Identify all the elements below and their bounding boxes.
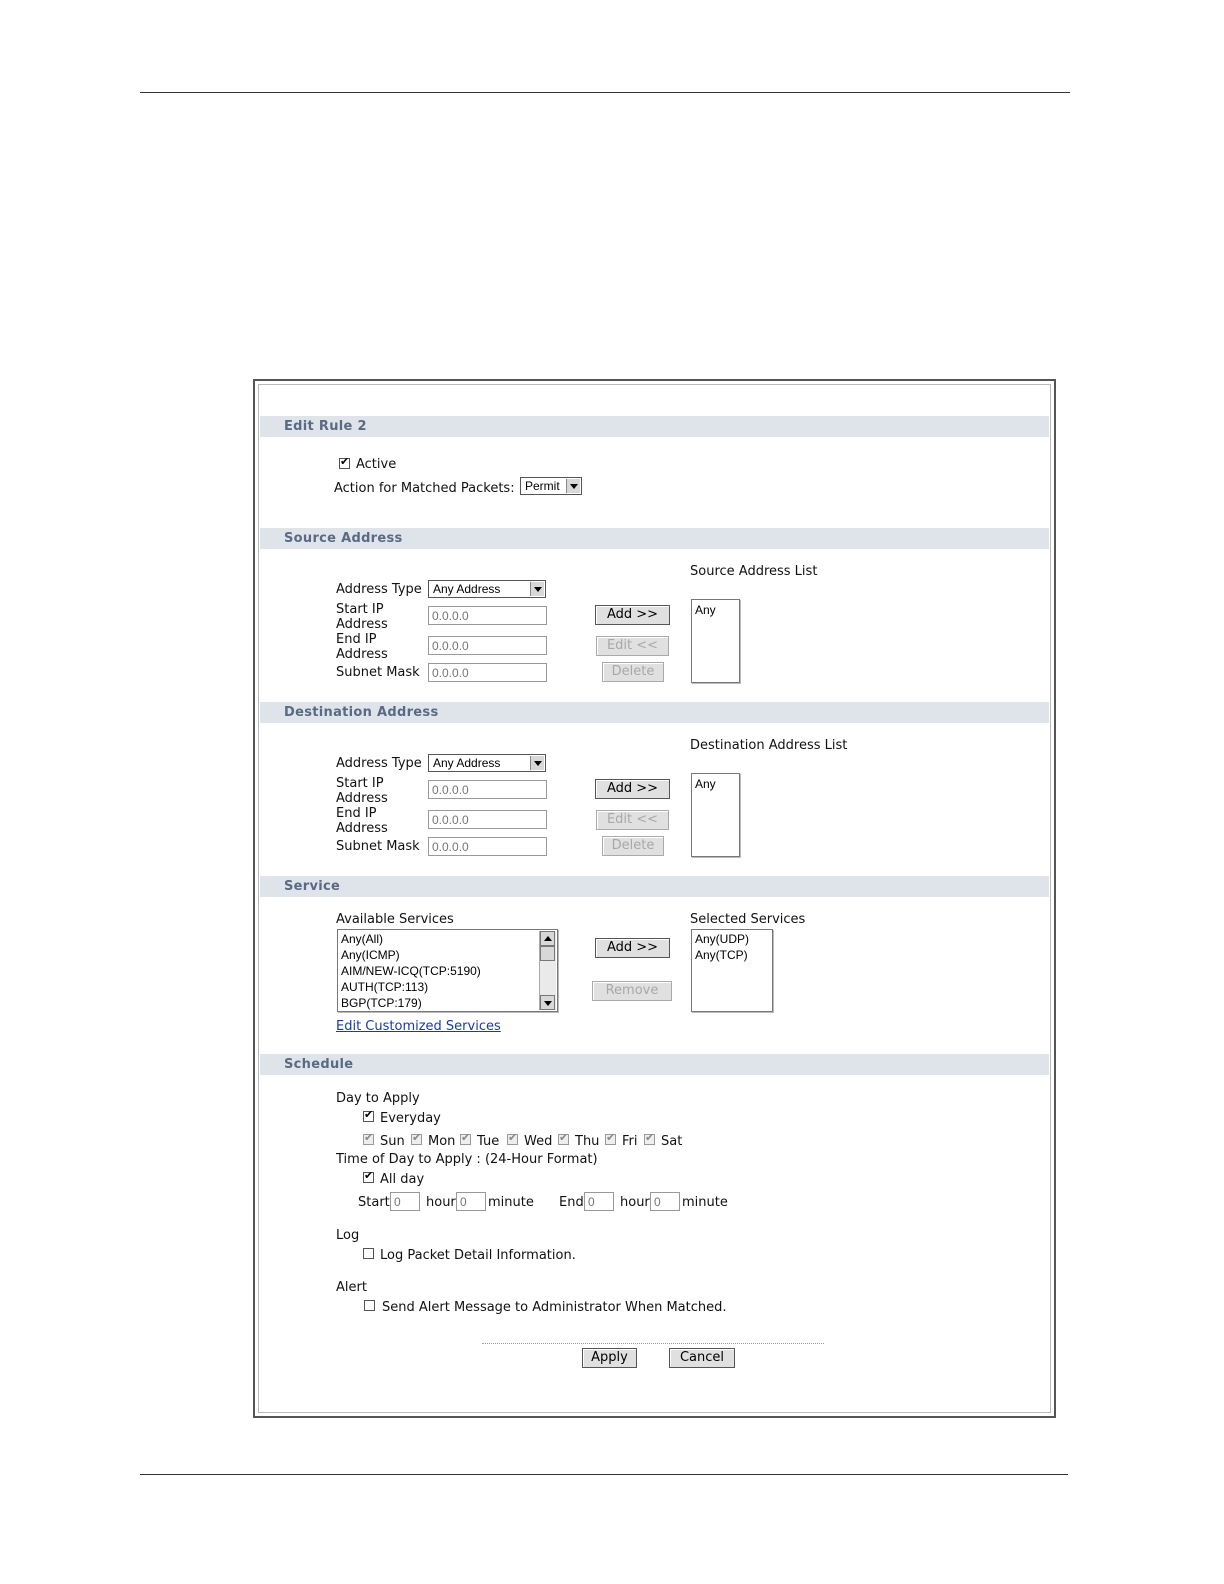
section-title: Source Address — [284, 531, 403, 546]
page-top-rule — [140, 92, 1070, 93]
destination-address-type-value: Any Address — [433, 756, 501, 770]
apply-button[interactable]: Apply — [582, 1348, 637, 1368]
active-checkbox[interactable] — [339, 458, 350, 469]
available-services-scrollbar[interactable] — [539, 931, 556, 1010]
page-bottom-rule — [140, 1474, 1068, 1475]
source-start-ip-label: Start IP Address — [336, 602, 388, 632]
source-end-ip-label: End IP Address — [336, 632, 388, 662]
source-add-button[interactable]: Add >> — [595, 605, 670, 625]
cancel-button[interactable]: Cancel — [669, 1348, 735, 1368]
end-minute-input[interactable] — [650, 1192, 680, 1211]
log-packet-label: Log Packet Detail Information. — [380, 1248, 576, 1263]
section-service — [260, 876, 1049, 897]
action-label: Action for Matched Packets: — [334, 481, 515, 496]
list-item[interactable]: Any(UDP) — [695, 932, 750, 946]
section-title: Edit Rule 2 — [284, 419, 367, 434]
scroll-down-icon[interactable] — [540, 995, 555, 1010]
chevron-down-icon — [530, 756, 544, 770]
list-item[interactable]: Any — [695, 777, 716, 791]
destination-address-type-label: Address Type — [336, 756, 422, 771]
selected-services-label: Selected Services — [690, 912, 806, 927]
chevron-down-icon — [566, 479, 580, 493]
alert-label: Alert — [336, 1280, 367, 1295]
start-label: Start — [358, 1195, 390, 1210]
destination-address-list[interactable] — [691, 773, 740, 857]
end-hour-label: hour — [620, 1195, 650, 1210]
source-subnet-mask-input[interactable] — [428, 663, 547, 682]
destination-start-ip-input[interactable] — [428, 780, 547, 799]
available-services-label: Available Services — [336, 912, 454, 927]
destination-subnet-mask-input[interactable] — [428, 837, 547, 856]
list-item[interactable]: Any(All) — [341, 932, 384, 946]
destination-end-ip-input[interactable] — [428, 810, 547, 829]
source-address-type-select[interactable] — [428, 580, 546, 598]
list-item[interactable]: AUTH(TCP:113) — [341, 980, 429, 994]
active-label: Active — [356, 457, 397, 472]
fri-checkbox[interactable] — [605, 1134, 616, 1145]
sat-checkbox[interactable] — [644, 1134, 655, 1145]
end-hour-input[interactable] — [584, 1192, 614, 1211]
destination-end-ip-label: End IP Address — [336, 806, 388, 836]
section-title: Destination Address — [284, 705, 439, 720]
thu-checkbox[interactable] — [558, 1134, 569, 1145]
action-select-value: Permit — [525, 479, 560, 493]
source-subnet-mask-label: Subnet Mask — [336, 665, 420, 680]
available-services-list[interactable] — [337, 929, 558, 1012]
list-item[interactable]: AIM/NEW-ICQ(TCP:5190) — [341, 964, 481, 978]
day-label-thu: Thu — [575, 1134, 600, 1149]
allday-checkbox[interactable] — [363, 1172, 374, 1183]
log-label: Log — [336, 1228, 360, 1243]
list-item[interactable]: Any(ICMP) — [341, 948, 400, 962]
selected-services-list[interactable] — [691, 929, 773, 1012]
destination-subnet-mask-label: Subnet Mask — [336, 839, 420, 854]
section-destination-address — [260, 702, 1049, 723]
service-add-button[interactable]: Add >> — [595, 938, 670, 958]
start-minute-label: minute — [488, 1195, 534, 1210]
day-label-sat: Sat — [661, 1134, 683, 1149]
day-label-mon: Mon — [428, 1134, 456, 1149]
edit-customized-services-link[interactable]: Edit Customized Services — [336, 1019, 501, 1034]
source-end-ip-input[interactable] — [428, 636, 547, 655]
source-start-ip-input[interactable] — [428, 606, 547, 625]
list-item[interactable]: Any(TCP) — [695, 948, 748, 962]
log-packet-checkbox[interactable] — [363, 1248, 374, 1259]
day-label-tue: Tue — [477, 1134, 500, 1149]
source-address-list[interactable] — [691, 599, 740, 683]
sun-checkbox[interactable] — [363, 1134, 374, 1145]
start-minute-input[interactable] — [456, 1192, 486, 1211]
destination-address-type-select[interactable] — [428, 754, 546, 772]
send-alert-label: Send Alert Message to Administrator When Matched. — [382, 1300, 727, 1315]
source-list-label: Source Address List — [690, 564, 818, 579]
destination-list-label: Destination Address List — [690, 738, 848, 753]
everyday-checkbox[interactable] — [363, 1111, 374, 1122]
destination-start-ip-label: Start IP Address — [336, 776, 388, 806]
start-hour-label: hour — [426, 1195, 456, 1210]
source-edit-button[interactable]: Edit << — [596, 636, 669, 656]
section-edit-rule — [260, 416, 1049, 437]
list-item[interactable]: Any — [695, 603, 716, 617]
section-title: Schedule — [284, 1057, 354, 1072]
list-item[interactable]: BGP(TCP:179) — [341, 996, 422, 1010]
chevron-down-icon — [530, 582, 544, 596]
start-hour-input[interactable] — [390, 1192, 420, 1211]
destination-add-button[interactable]: Add >> — [595, 779, 670, 799]
time-of-day-label: Time of Day to Apply : (24-Hour Format) — [336, 1152, 598, 1167]
section-schedule — [260, 1054, 1049, 1075]
day-label-wed: Wed — [524, 1134, 553, 1149]
source-delete-button[interactable]: Delete — [602, 662, 664, 682]
divider — [482, 1343, 824, 1344]
wed-checkbox[interactable] — [507, 1134, 518, 1145]
source-address-type-value: Any Address — [433, 582, 501, 596]
section-title: Service — [284, 879, 341, 894]
day-label-fri: Fri — [622, 1134, 638, 1149]
section-source-address — [260, 528, 1049, 549]
service-remove-button[interactable]: Remove — [592, 981, 672, 1001]
tue-checkbox[interactable] — [460, 1134, 471, 1145]
day-label-sun: Sun — [380, 1134, 405, 1149]
day-to-apply-label: Day to Apply — [336, 1091, 420, 1106]
scroll-up-icon[interactable] — [540, 931, 555, 946]
destination-edit-button[interactable]: Edit << — [596, 810, 669, 830]
source-address-type-label: Address Type — [336, 582, 422, 597]
mon-checkbox[interactable] — [411, 1134, 422, 1145]
scroll-thumb[interactable] — [540, 946, 555, 961]
destination-delete-button[interactable]: Delete — [602, 836, 664, 856]
action-select[interactable] — [520, 477, 582, 495]
end-minute-label: minute — [682, 1195, 728, 1210]
end-label: End — [559, 1195, 584, 1210]
everyday-label: Everyday — [380, 1111, 441, 1126]
send-alert-checkbox[interactable] — [364, 1300, 375, 1311]
allday-label: All day — [380, 1172, 425, 1187]
